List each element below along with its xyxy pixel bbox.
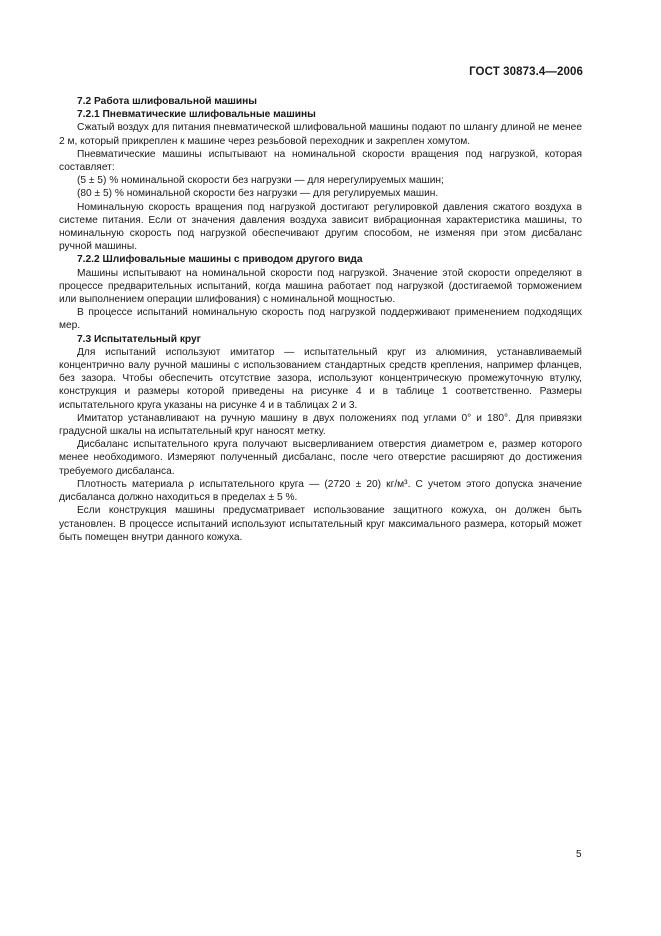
section-heading-7-2-2: 7.2.2 Шлифовальные машины с приводом другого вида (77, 254, 363, 266)
paragraph: Машины испытывают на номинальной скорости под нагрузкой. Значение этой скорости определяют в процессе предварительных испытаний, когда машина работает под нагрузкой (достигаемой торможением или выполнением операции шлифования) с номинальной мощностью. (59, 267, 582, 306)
paragraph: В процессе испытаний номинальную скорость под нагрузкой поддерживают применением подходящих мер. (59, 307, 582, 332)
paragraph: Сжатый воздух для питания пневматической шлифовальной машины подают по шлангу длиной не менее 2 м, который прикреплен к машине через резьбовой переходник и закреплен хомутом. (59, 122, 582, 147)
section-heading-7-2: 7.2 Работа шлифовальной машины (77, 96, 257, 107)
section-heading-7-2-1: 7.2.1 Пневматические шлифовальные машины (77, 109, 316, 121)
page-number: 5 (576, 849, 582, 860)
paragraph: Если конструкция машины предусматривает использование защитного кожуха, он должен быть установлен. В процессе испытаний используют испытательный круг максимального размера, который может быть помещен внутри данного кожуха. (59, 505, 582, 543)
paragraph: Номинальную скорость вращения под нагрузкой достигают регулировкой давления сжатого воздуха в системе питания. Если от значения давления воздуха зависит вибрационная характеристика машины, то номинальную скорость под нагрузкой обеспечивают другим способом, не изменяя при этом дисбаланс ручной машины. (59, 201, 582, 253)
paragraph: Дисбаланс испытательного круга получают высверливанием отверстия диаметром e, размер которого менее необходимого. Измеряют полученный дисбаланс, после чего отверстие расширяют до достижения требуемого дисбаланса. (59, 439, 582, 477)
list-item: (5 ± 5) % номинальной скорости без нагрузки — для нерегулируемых машин; (77, 175, 444, 187)
paragraph: Для испытаний используют имитатор — испытательный круг из алюминия, устанавливаемый концентрично валу ручной машины с использованием стандартных средств крепления, например фланцев, без зазора. Чтобы обеспечить отсутствие зазора, используют концентрическую промежуточную втулку, конструкция и размеры которой приведены на рисунке 4 и в таблице 1 соответственно. Размеры испытательного круга указаны на рисунке 4 и в таблицах 2 и 3. (59, 346, 582, 411)
document-id: ГОСТ 30873.4—2006 (469, 66, 583, 78)
section-heading-7-3: 7.3 Испытательный круг (77, 333, 201, 345)
list-item: (80 ± 5) % номинальной скорости без нагрузки — для регулируемых машин. (77, 188, 439, 200)
paragraph: Имитатор устанавливают на ручную машину в двух положениях под углами 0° и 180°. Для привязки градусной шкалы на испытательный круг наносят метку. (59, 412, 582, 438)
paragraph: Плотность материала ρ испытательного круга — (2720 ± 20) кг/м³. С учетом этого допуска значение дисбаланса должно находиться в пределах ± 5 %. (59, 478, 582, 504)
document-body (59, 95, 582, 544)
paragraph: Пневматические машины испытывают на номинальной скорости вращения под нагрузкой, которая составляет: (59, 148, 582, 174)
